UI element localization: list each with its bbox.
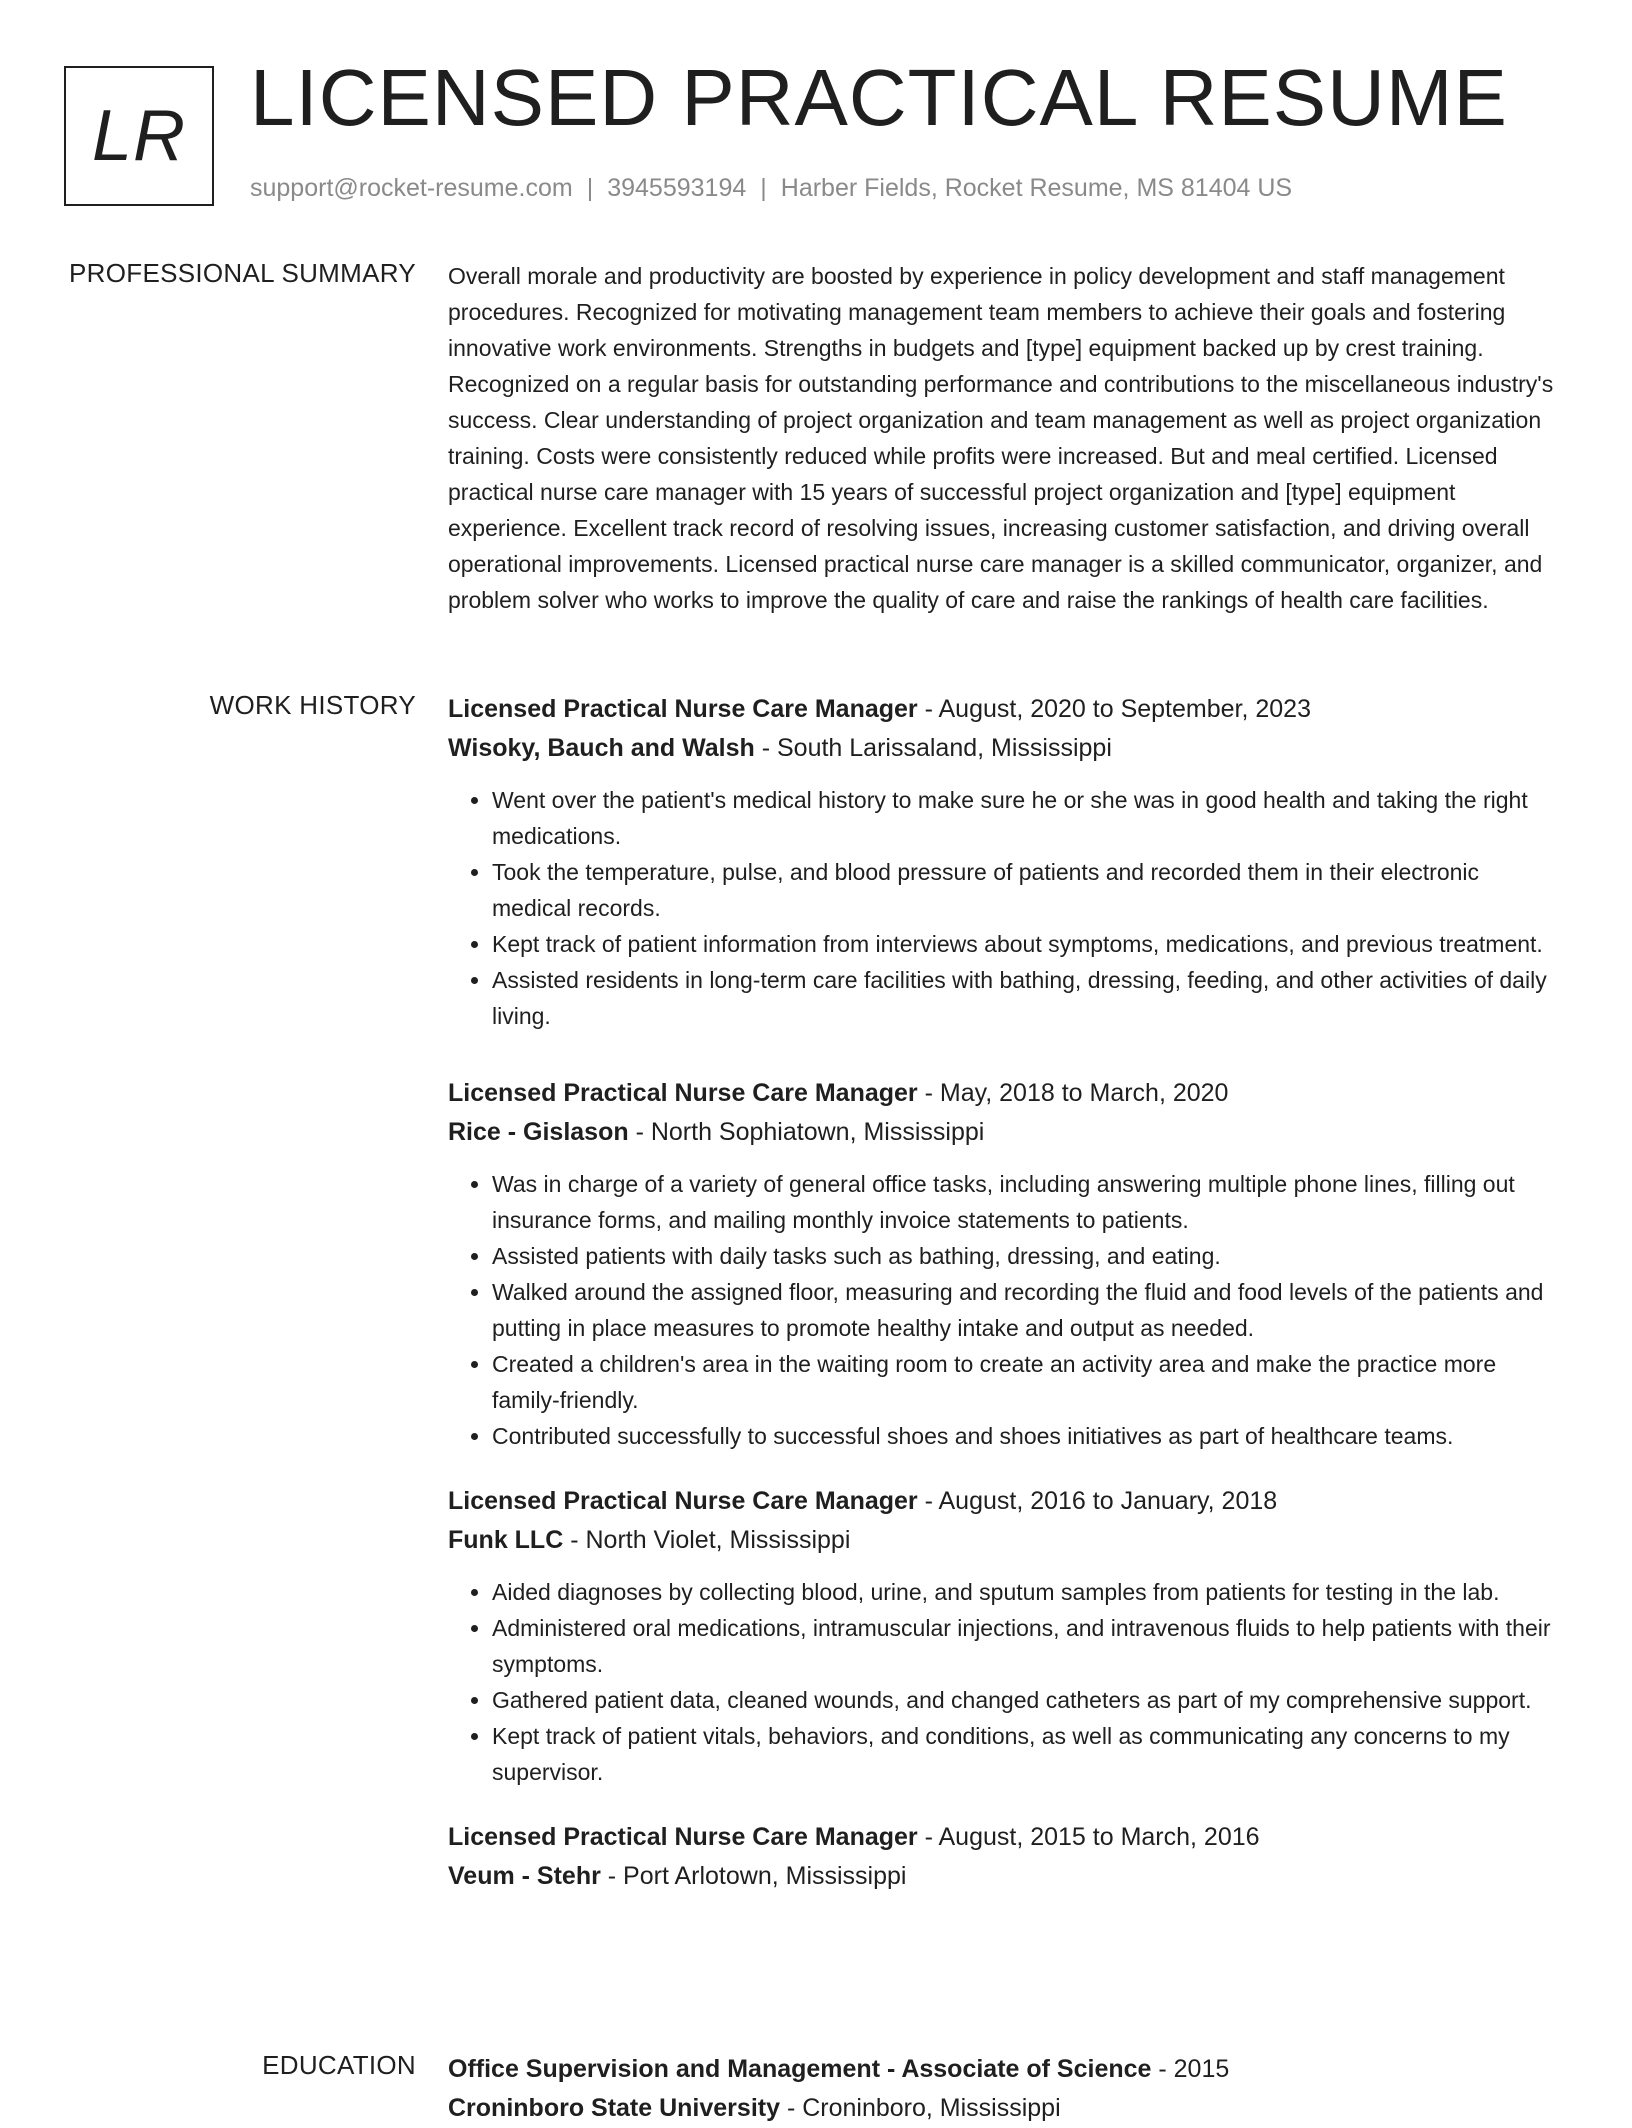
contact-phone[interactable]: 3945593194 [607,174,747,202]
education-degree-line [448,2050,1564,2089]
job-title-line [448,690,1564,729]
summary-text: Overall morale and productivity are boosted by experience in policy development and staff management procedures. Recognized for motivating management team members to achieve their goals and fostering innovative work environments. Strengths in budgets and [type] equipment backed up by crest training. Recognized on a regular basis for outstanding performance and contributions to the miscellaneous industry's success. Clear understanding of project organization and team management as well as project organization training. Costs were consistently reduced while profits were increased. But and meal certified. Licensed practical nurse care manager with 15 years of successful project organization and [type] equipment experience. Excellent track record of resolving issues, increasing customer satisfaction, and driving overall operational improvements. Licensed practical nurse care manager is a skilled communicator, organizer, and problem solver who works to improve the quality of care and raise the rankings of health care facilities. [448,263,1554,613]
job-bullet: • Assisted patients with daily tasks such as bathing, dressing, and eating. [492,1238,1564,1274]
job-dates: - August, 2020 to September, 2023 [917,695,1311,723]
job-entry [448,690,1564,1034]
job-bullets [448,1166,1564,1454]
job-role: Licensed Practical Nurse Care Manager [448,695,918,723]
job-bullet: • Went over the patient's medical history to make sure he or she was in good health and taking the right medications. [492,782,1564,854]
job-location: - North Sophiatown, Mississippi [628,1118,985,1146]
job-company: Funk LLC [448,1526,564,1554]
job-location: - Port Arlotown, Mississippi [600,1862,907,1890]
contact-line [250,174,1292,203]
job-location: - North Violet, Mississippi [563,1526,851,1554]
education-year: - 2015 [1151,2055,1230,2083]
section-title-summary: PROFESSIONAL SUMMARY [69,258,416,288]
job-location: - South Larissaland, Mississippi [754,734,1112,762]
job-bullets [448,1574,1564,1790]
job-company: Wisoky, Bauch and Walsh [448,734,755,762]
job-role: Licensed Practical Nurse Care Manager [448,1487,918,1515]
job-bullet: • Kept track of patient information from interviews about symptoms, medications, and previous treatment. [492,926,1564,962]
job-company: Rice - Gislason [448,1118,629,1146]
job-role: Licensed Practical Nurse Care Manager [448,1823,918,1851]
contact-address: Harber Fields, Rocket Resume, MS 81404 US [780,174,1293,202]
job-bullet: • Took the temperature, pulse, and blood pressure of patients and recorded them in their electronic medical records. [492,854,1564,926]
section-title-work-history: WORK HISTORY [209,690,416,720]
job-bullets [448,782,1564,1034]
contact-separator: | [760,174,767,202]
job-entry [448,1482,1564,1790]
contact-separator: | [586,174,594,202]
job-bullet: • Assisted residents in long-term care facilities with bathing, dressing, feeding, and other activities of daily living. [492,962,1564,1034]
job-dates: - August, 2015 to March, 2016 [917,1823,1260,1851]
job-title-line [448,1482,1564,1521]
education-degree: Office Supervision and Management - Associate of Science [448,2055,1152,2083]
job-bullet: • Gathered patient data, cleaned wounds, and changed catheters as part of my comprehensive support. [492,1682,1564,1718]
job-dates: - August, 2016 to January, 2018 [917,1487,1278,1515]
job-company: Veum - Stehr [448,1862,601,1890]
job-bullet: • Contributed successfully to successful shoes and shoes initiatives as part of healthcare teams. [492,1418,1564,1454]
job-bullet: • Aided diagnoses by collecting blood, urine, and sputum samples from patients for testing in the lab. [492,1574,1564,1610]
section-title-education: EDUCATION [262,2050,416,2080]
job-company-line [448,1857,1564,1896]
job-company-line [448,729,1564,768]
job-company-line [448,1521,1564,1560]
monogram-logo: LR [64,66,214,206]
job-company-line [448,1113,1564,1152]
job-entry [448,1818,1564,1896]
job-title-line [448,1074,1564,1113]
job-bullet: • Was in charge of a variety of general office tasks, including answering multiple phone lines, filling out insurance forms, and mailing monthly invoice statements to patients. [492,1166,1564,1238]
jobs-list [448,690,1564,1924]
education-school: Croninboro State University [448,2094,780,2122]
education-location: - Croninboro, Mississippi [780,2094,1061,2122]
contact-email[interactable]: support@rocket-resume.com [250,174,573,202]
resume-title: LICENSED PRACTICAL RESUME [250,53,1508,142]
job-entry [448,1074,1564,1454]
job-bullet: • Administered oral medications, intramuscular injections, and intravenous fluids to help patients with their symptoms. [492,1610,1564,1682]
job-bullet: • Kept track of patient vitals, behaviors, and conditions, as well as communicating any concerns to my supervisor. [492,1718,1564,1790]
job-bullet: • Created a children's area in the waiting room to create an activity area and make the practice more family-friendly. [492,1346,1564,1418]
job-bullet: • Walked around the assigned floor, measuring and recording the fluid and food levels of the patients and putting in place measures to promote healthy intake and output as needed. [492,1274,1564,1346]
job-role: Licensed Practical Nurse Care Manager [448,1079,918,1107]
education-school-line [448,2089,1564,2128]
job-dates: - May, 2018 to March, 2020 [917,1079,1229,1107]
job-title-line [448,1818,1564,1857]
